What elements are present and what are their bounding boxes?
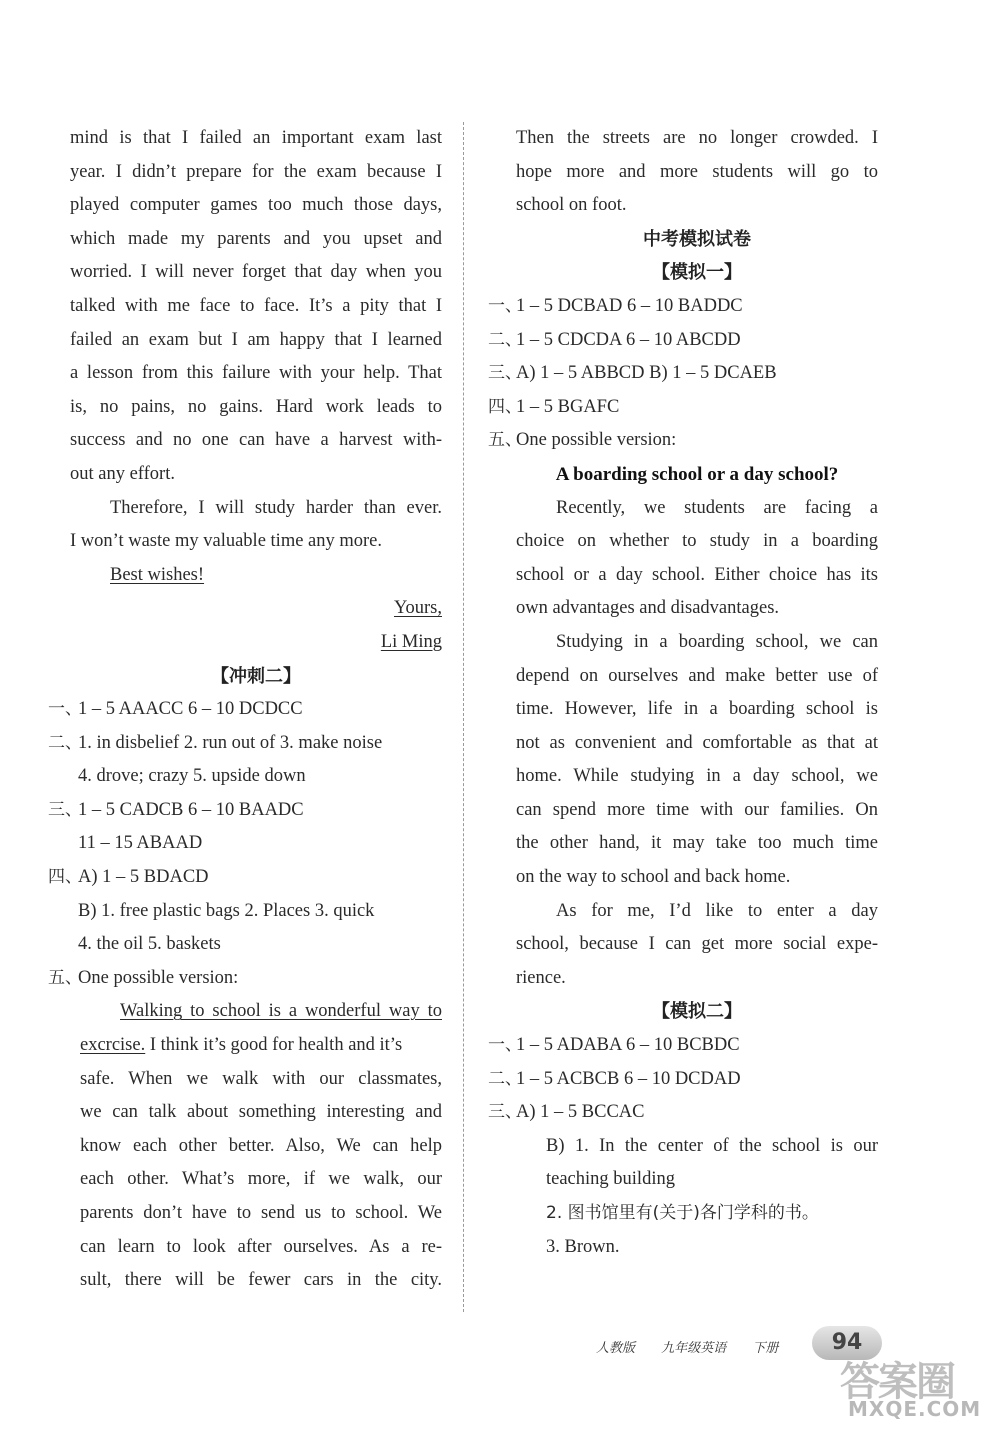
essay-line: safe. When we walk with our classmates,: [80, 1068, 442, 1089]
answer-line: [488, 1096, 878, 1130]
exam-title: 中考模拟试卷: [643, 228, 751, 250]
essay-title: A boarding school or a day school?: [555, 463, 839, 485]
essay-line: not as convenient and comfortable as that at: [516, 732, 878, 753]
text-line: failed an exam but I am happy that I learned: [70, 329, 442, 350]
right-column: [488, 122, 878, 1264]
text-line: Therefore, I will study harder than ever.: [110, 497, 442, 518]
answer-line: 11 – 15 ABAAD: [78, 833, 203, 854]
essay-underlined: excrcise.: [80, 1035, 146, 1056]
text-line: is, no pains, no gains. Hard work leads to: [70, 396, 442, 417]
essay-line: own advantages and disadvantages.: [516, 598, 780, 619]
closing-text: Best wishes!: [110, 564, 205, 585]
answer-text: 1 – 5 AAACC 6 – 10 DCDCC: [78, 699, 303, 720]
text-line: which made my parents and you upset and: [70, 228, 442, 249]
text-line: talked with me face to face. It’s a pity that I: [70, 295, 442, 316]
answer-line: 4. the oil 5. baskets: [78, 934, 221, 955]
item-number: 四、: [48, 867, 82, 888]
answer-line: [488, 391, 878, 425]
answer-text: A) 1 – 5 ABBCD B) 1 – 5 DCAEB: [516, 363, 777, 384]
text-line: out any effort.: [70, 463, 175, 484]
answer-text: 1 – 5 CADCB 6 – 10 BAADC: [78, 799, 304, 820]
answer-text: 1 – 5 ACBCB 6 – 10 DCDAD: [516, 1068, 741, 1089]
answer-line: [48, 794, 442, 828]
answer-line: 3. Brown.: [546, 1236, 620, 1257]
answer-text: One possible version:: [78, 967, 239, 988]
signature-name: Li Ming: [380, 631, 442, 652]
signature-line: [70, 626, 442, 660]
answer-line: teaching building: [546, 1169, 675, 1190]
essay-line: [70, 995, 442, 1029]
item-number: 一、: [488, 1035, 522, 1056]
page-footer: [596, 1337, 800, 1356]
watermark-bottom: MXQE.COM: [848, 1397, 982, 1421]
essay-line: choice on whether to study in a boarding: [516, 531, 878, 552]
answer-text: 1 – 5 BGAFC: [516, 396, 620, 417]
item-number: 一、: [488, 295, 522, 316]
section-heading: 【冲刺二】: [211, 665, 301, 687]
text-line: a lesson from this failure with your help. That: [70, 363, 442, 384]
item-number: 三、: [488, 363, 522, 384]
text-line: worried. I will never forget that day when you: [70, 262, 442, 283]
answer-text: 1 – 5 CDCDA 6 – 10 ABCDD: [516, 329, 741, 350]
essay-first-line: Walking to school is a wonderful way to: [120, 1001, 442, 1022]
watermark-top: 答案圈: [840, 1359, 954, 1405]
essay-line: know each other better. Also, We can help: [80, 1135, 442, 1156]
answer-line: [488, 324, 878, 358]
essay-line: time. However, life in a boarding school is: [516, 699, 878, 720]
answer-line: [48, 693, 442, 727]
closing-line: [70, 559, 442, 593]
essay-line: can spend more time with our families. On: [516, 799, 878, 820]
answer-line: 4. drove; crazy 5. upside down: [78, 766, 306, 787]
text-line: mind is that I failed an important exam last: [70, 128, 442, 148]
left-column: [48, 122, 442, 1298]
text-line: Then the streets are no longer crowded. I: [516, 128, 878, 148]
item-number: 三、: [488, 1102, 522, 1123]
item-number: 三、: [48, 799, 82, 820]
essay-line: we can talk about something interesting and: [80, 1102, 442, 1123]
text-line: I won’t waste my valuable time any more.: [70, 531, 383, 552]
answer-line: [488, 290, 878, 324]
essay-line: on the way to school and back home.: [516, 867, 791, 888]
item-number: 五、: [48, 967, 82, 988]
item-number: 二、: [488, 329, 522, 350]
essay-line: depend on ourselves and make better use of: [516, 665, 878, 686]
essay-line: the other hand, it may take too much time: [516, 833, 878, 854]
text-line: played computer games too much those days,: [70, 195, 442, 216]
answer-text: A) 1 – 5 BCCAC: [516, 1102, 645, 1123]
answer-line: [488, 424, 878, 458]
text-line: school on foot.: [516, 195, 627, 216]
answer-line: [488, 1029, 878, 1063]
text-line: year. I didn’t prepare for the exam because I: [70, 161, 442, 182]
answer-line: B) 1. In the center of the school is our: [546, 1135, 878, 1156]
answer-line: 2. 图书馆里有(关于)各门学科的书。: [546, 1203, 819, 1223]
column-divider: [463, 122, 464, 1312]
item-number: 五、: [488, 430, 522, 451]
footer-volume: 下册: [752, 1341, 779, 1356]
item-number: 二、: [488, 1068, 522, 1089]
footer-grade: 九年级英语: [661, 1341, 727, 1356]
answer-text: A) 1 – 5 BDACD: [78, 867, 209, 888]
text-line: success and no one can have a harvest with-: [70, 430, 442, 451]
page-number: 94: [812, 1326, 882, 1360]
essay-text: I think it’s good for health and it’s: [145, 1035, 403, 1056]
essay-line: home. While studying in a day school, we: [516, 766, 878, 787]
essay-line: school or a day school. Either choice has its: [516, 564, 878, 585]
item-number: 二、: [48, 732, 82, 753]
answer-line: [48, 962, 442, 996]
answer-text: One possible version:: [516, 430, 677, 451]
answer-text: 1. in disbelief 2. run out of 3. make noise: [78, 732, 383, 753]
signature-yours: Yours,: [394, 598, 442, 619]
signature-line: [70, 592, 442, 626]
text-line: hope more and more students will go to: [516, 161, 878, 182]
watermark-logo: [840, 1350, 990, 1425]
essay-line: [70, 1029, 442, 1063]
answer-line: [48, 861, 442, 895]
essay-line: can learn to look after ourselves. As a re-: [80, 1236, 442, 1257]
essay-line: school, because I can get more social expe-: [516, 934, 878, 955]
section-heading: 【模拟一】: [652, 262, 742, 284]
section-heading: 【模拟二】: [652, 1001, 742, 1023]
answer-line: [488, 357, 878, 391]
essay-line: each other. What’s more, if we walk, our: [80, 1169, 442, 1190]
essay-line: parents don’t have to send us to school. We: [80, 1203, 442, 1223]
answer-text: 1 – 5 DCBAD 6 – 10 BADDC: [516, 295, 743, 316]
footer-edition: 人教版: [596, 1341, 636, 1356]
answer-line: [48, 727, 442, 761]
essay-line: sult, there will be fewer cars in the city.: [80, 1270, 442, 1291]
essay-line: rience.: [516, 967, 566, 988]
answer-text: 1 – 5 ADABA 6 – 10 BCBDC: [516, 1035, 740, 1056]
essay-line: Studying in a boarding school, we can: [556, 631, 878, 652]
essay-line: As for me, I’d like to enter a day: [556, 900, 878, 921]
essay-line: Recently, we students are facing a: [556, 497, 878, 518]
item-number: 四、: [488, 396, 522, 417]
answer-line: B) 1. free plastic bags 2. Places 3. quick: [78, 900, 375, 921]
answer-line: [488, 1063, 878, 1097]
item-number: 一、: [48, 699, 82, 720]
